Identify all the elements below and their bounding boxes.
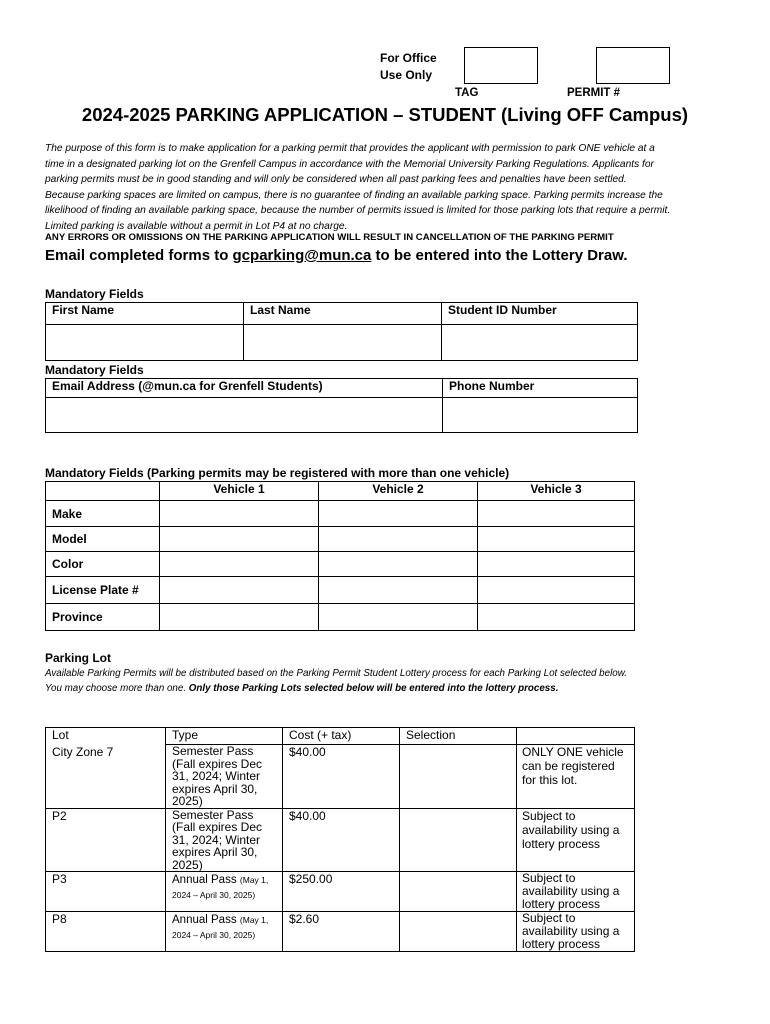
vehicle-2-province[interactable] — [319, 604, 478, 631]
lot-cost: $2.60 — [283, 912, 400, 952]
warning-text: ANY ERRORS OR OMISSIONS ON THE PARKING APPLICATION WILL RESULT IN CANCELLATION OF THE PARKING PERMIT — [45, 232, 614, 243]
lot-cost: $40.00 — [283, 808, 400, 872]
tag-label: TAG — [455, 87, 479, 99]
mandatory-fields-label-1: Mandatory Fields — [45, 287, 144, 301]
vehicle-3-model[interactable] — [478, 527, 635, 552]
lot-header: Lot — [46, 728, 166, 745]
color-label: Color — [46, 552, 160, 577]
table-row — [46, 912, 635, 952]
vehicle-1-make[interactable] — [160, 501, 319, 527]
parking-lots-table — [45, 727, 635, 952]
lot-name: P8 — [46, 912, 166, 952]
purpose-text: The purpose of this form is to make application for a parking permit that provides the applicant with permission to park ONE vehicle at a time in a designated parking lot on the Grenfell Campus in accordance with the Memorial University Parking Regulations. Applicants for parking permits must be in good standing and will only be considered when all past parking fees and penalties have been settled. Because parking spaces are limited on campus, there is no guarantee of finding an available parking space. Parking permits increase the likelihood of finding an available parking space, because the number of permits issued is limited for those parking lots that require a permit. Limited parking is available without a permit in Lot P4 at no charge. — [45, 143, 671, 232]
lot-name: P2 — [46, 808, 166, 872]
lot-selection-cell[interactable] — [400, 912, 517, 952]
mandatory-fields-label-2: Mandatory Fields — [45, 363, 144, 377]
student-id-header: Student ID Number — [442, 303, 638, 325]
lot-type: Semester Pass (Fall expires Dec 31, 2024; Winter expires April 30, 2025) — [166, 808, 283, 872]
email-instruction: Email completed forms to gcparking@mun.ca to be entered into the Lottery Draw. — [45, 247, 628, 264]
office-use-label: For Office Use Only — [380, 51, 437, 82]
make-label: Make — [46, 501, 160, 527]
vehicle-3-plate[interactable] — [478, 577, 635, 604]
license-plate-label: License Plate # — [46, 577, 160, 604]
vehicle-2-color[interactable] — [319, 552, 478, 577]
lot-note: Subject to availability using a lottery process — [517, 872, 635, 912]
name-id-table — [45, 302, 638, 361]
lot-type: Semester Pass (Fall expires Dec 31, 2024; Winter expires April 30, 2025) — [166, 745, 283, 809]
table-row — [46, 745, 635, 809]
lot-note: Subject to availability using a lottery process — [517, 912, 635, 952]
province-label: Province — [46, 604, 160, 631]
model-label: Model — [46, 527, 160, 552]
vehicle-1-model[interactable] — [160, 527, 319, 552]
vehicles-label: Mandatory Fields (Parking permits may be registered with more than one vehicle) — [45, 466, 510, 480]
vehicle-1-color[interactable] — [160, 552, 319, 577]
parking-lot-heading: Parking Lot — [45, 651, 112, 665]
page-title: 2024-2025 PARKING APPLICATION – STUDENT (Living OFF Campus) — [81, 104, 689, 125]
vehicle-2-header: Vehicle 2 — [319, 482, 478, 501]
lot-name: P3 — [46, 872, 166, 912]
tag-box — [464, 47, 538, 84]
vehicle-1-plate[interactable] — [160, 577, 319, 604]
email-field[interactable] — [46, 398, 443, 433]
cost-header: Cost (+ tax) — [283, 728, 400, 745]
vehicle-1-header: Vehicle 1 — [160, 482, 319, 501]
lot-cost: $40.00 — [283, 745, 400, 809]
selection-header: Selection — [400, 728, 517, 745]
phone-field[interactable] — [443, 398, 638, 433]
vehicle-3-make[interactable] — [478, 501, 635, 527]
email-link[interactable]: gcparking@mun.ca — [232, 247, 372, 264]
lot-name: City Zone 7 — [46, 745, 166, 809]
first-name-header: First Name — [46, 303, 244, 325]
lot-type: Annual Pass (May 1, 2024 – April 30, 2025) — [166, 872, 283, 912]
last-name-field[interactable] — [244, 325, 442, 361]
lot-cost: $250.00 — [283, 872, 400, 912]
vehicle-1-province[interactable] — [160, 604, 319, 631]
lot-type: Annual Pass (May 1, 2024 – April 30, 2025) — [166, 912, 283, 952]
vehicle-2-model[interactable] — [319, 527, 478, 552]
vehicle-3-header: Vehicle 3 — [478, 482, 635, 501]
lot-selection-cell[interactable] — [400, 745, 517, 809]
contact-table — [45, 378, 638, 433]
phone-header: Phone Number — [443, 379, 638, 398]
type-header: Type — [166, 728, 283, 745]
vehicles-table — [45, 481, 635, 631]
lot-note: ONLY ONE vehicle can be registered for this lot. — [517, 745, 635, 809]
parking-description: Available Parking Permits will be distributed based on the Parking Permit Student Lottery process for each Parking Lot selected below. You may choose more than one. Only those Parking Lots selected below will be entered into the lottery process. — [45, 668, 627, 694]
vehicle-3-color[interactable] — [478, 552, 635, 577]
table-row — [46, 872, 635, 912]
email-header: Email Address (@mun.ca for Grenfell Students) — [46, 379, 443, 398]
vehicle-2-make[interactable] — [319, 501, 478, 527]
table-row — [46, 808, 635, 872]
vehicle-3-province[interactable] — [478, 604, 635, 631]
lot-selection-cell[interactable] — [400, 872, 517, 912]
permit-box — [596, 47, 670, 84]
student-id-field[interactable] — [442, 325, 638, 361]
first-name-field[interactable] — [46, 325, 244, 361]
permit-label: PERMIT # — [567, 87, 621, 99]
last-name-header: Last Name — [244, 303, 442, 325]
vehicle-2-plate[interactable] — [319, 577, 478, 604]
lot-selection-cell[interactable] — [400, 808, 517, 872]
lot-note: Subject to availability using a lottery process — [517, 808, 635, 872]
